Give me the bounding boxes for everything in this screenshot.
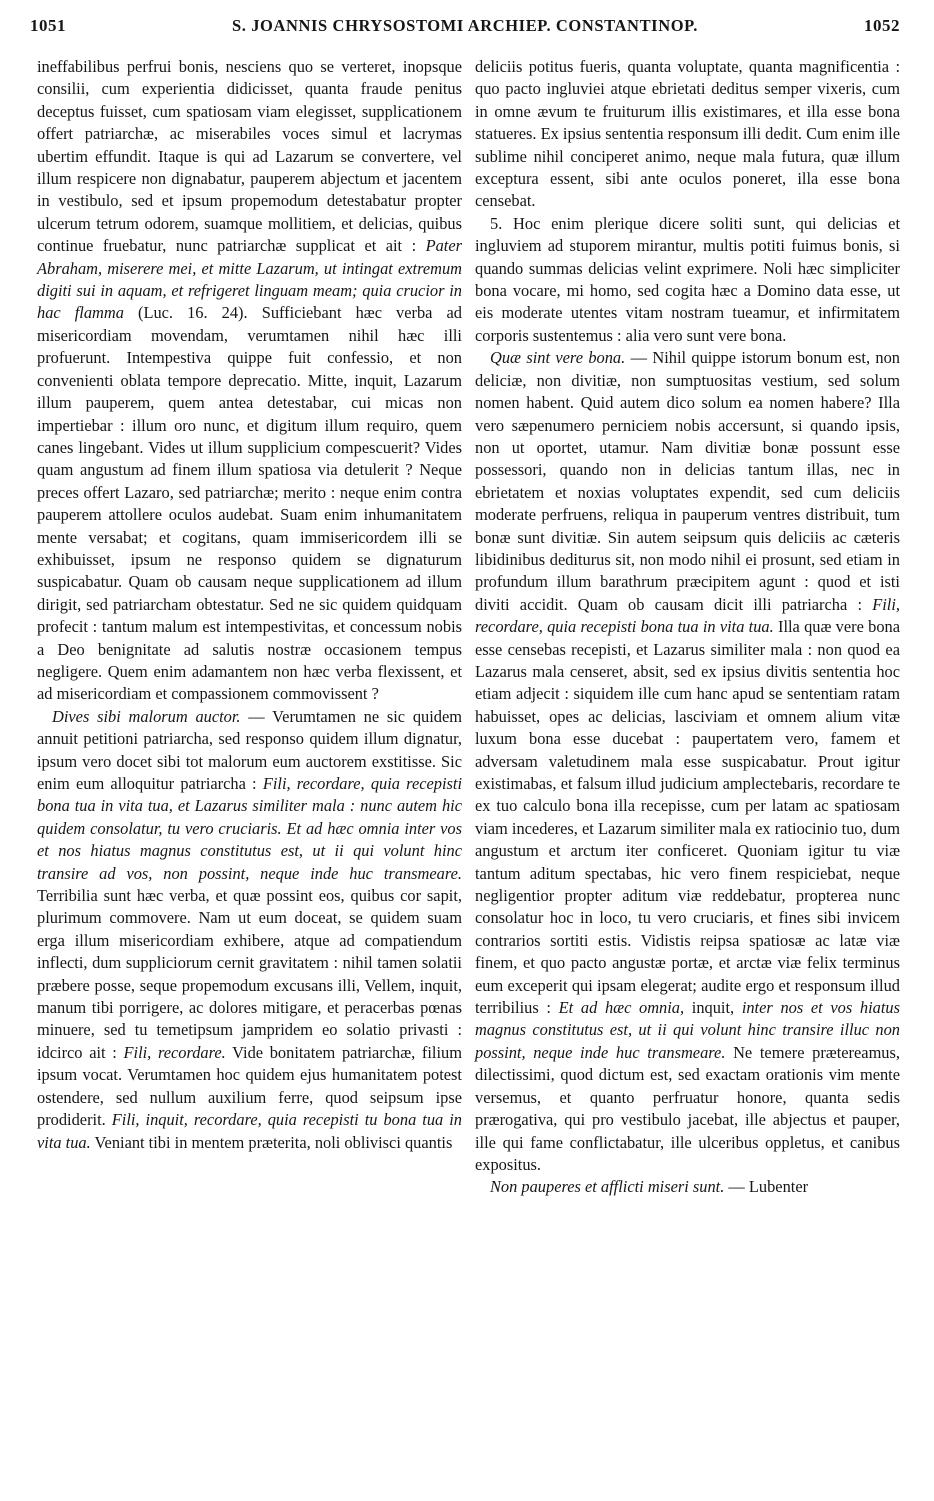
- scripture-quote: Fili, inquit, recordare, quia recepisti tu bona tua in vita tua.: [37, 1110, 462, 1152]
- running-title: S. JOANNIS CHRYSOSTOMI ARCHIEP. CONSTANTINOP.: [231, 16, 699, 35]
- paragraph: 5. Hoc enim plerique dicere soliti sunt, qui delicias et ingluviem ad stuporem mirantur, multis potiti fuimus bonis, si quando summas delicias velint exprimere. Noli hæc simpliciter bona vocare, mi homo, sed cogita hæc a Domino data esse, ut eis moderate utentes vitam nostram tueamur, et infirmitatem corporis sustentemus : alia vero sunt vere bona.: [475, 213, 900, 345]
- section-heading: Quæ sint vere bona.: [490, 348, 626, 368]
- scripture-quote: Fili, recordare.: [123, 1042, 226, 1062]
- paragraph: [475, 347, 900, 1176]
- paragraph: deliciis potitus fueris, quanta voluptate, quanta magnificentia : quo pacto ingluviei atque ebrietati deditus semper vixeris, cum in omne ævum te fruiturum illis existimares, et illa esse bona statueres. Ex ipsius sententia responsum illi dedit. Cum enim ille sublime nihil conciperet animo, neque mala futura, quæ illum exceptura essent, sibi ante oculos poneret, illa esse bona censebat.: [475, 57, 900, 211]
- text-run: — Verumtamen ne sic quidem annuit petitioni patriarcha, sed responso quidem illum dignatur, ipsum vero docet sibi tot malorum eum auctorem exstitisse. Sic enim eum alloquitur patriarcha :: [37, 706, 463, 793]
- text-run: Illa quæ vere bona esse censebas recepisti, et Lazarus similiter mala : non quod ea Lazarus mala censeret, absit, sed ex ipsius divitis sententia hoc etiam adjecit : siquidem ille cum hanc apud se sententiam ratam habuisset, opes ac delicias, lasciviam et omnem alium vitæ luxum bona esse ducebat : paupertatem vero, famem et adversam valetudinem mala esse suspicabatur. Prout igitur existimabas, et falsum illud judicium amplectebaris, recordare te ex tuo calculo bona illa recepisse, cum per latam ac spatiosam viam incederes, et Lazarum similiter mala ex ratiocinio tuo, dum angustum et arctum iter conficeret. Quoniam igitur tu viæ tantum aditum spectabas, hic vero finem respiciebat, neque negligentior propter aditum viæ reddebatur, propterea nunc consolatur hoc in loco, tu vero cruciaris, et fines sibi invicem contrarios sortiti estis. Vidistis reipsa spatiosæ ac latæ viæ finem, et quo pacto angustæ portæ, et arctæ viæ felix terminus eum exceperit qui ipsam elegerat; audite ergo et responsum illud terribilius :: [475, 617, 900, 1018]
- left-column: [37, 56, 462, 1154]
- text-run: inquit,: [684, 998, 742, 1018]
- scripture-reference: (Luc. 16. 24).: [123, 303, 262, 323]
- text-run: ineffabilibus perfrui bonis, nesciens quo se verteret, inopsque consilii, cum experientia didicisset, quanta fraude penitus deceptus fuisset, cum spatiosam viam elegisset, supplicationem offert patriarchæ, ac miserabiles voces simul et lacrymas ubertim effundit. Itaque is qui ad Lazarum se convertere, vel illum respicere non dignabatur, pauperem abjectum et jacentem in vestibulo, sed et ipsum propemodum detestabatur propter ulcerum tetrum odorem, suamque mollitiem, et delicias, quibus continue fruebatur, nunc patriarchæ supplicat et ait :: [37, 57, 462, 256]
- running-header: [30, 6, 900, 46]
- text-run: Terribilia sunt hæc verba, et quæ possint eos, quibus cor sapit, plurimum commovere. Nam ut eum doceat, se quidem suam erga illum misericordiam exhibere, atque ad compatiendum inflecti, dum suppliciorum cernit gravitatem : nihil tamen solatii præbere posse, seque propemodum excusans illi, Vellem, inquit, manum tibi porrigere, ac dolores mitigare, et peracerbas pœnas minuere, sed tu temetipsum jampridem eo solatio privasti : idcirco ait :: [37, 886, 462, 1062]
- scripture-quote: Fili, recordare, quia recepisti bona tua in vita tua, et Lazarus similiter mala : nunc autem hic quidem consolatur, tu vero cruciaris. Et ad hæc omnia inter vos et nos hiatus magnus constitutus est, ut ii qui volunt hinc transire ad vos, non possint, neque inde huc transmeare.: [37, 774, 463, 883]
- right-page-number: 1052: [864, 16, 900, 35]
- section-heading: Non pauperes et afflicti miseri sunt.: [490, 1177, 725, 1197]
- scripture-quote: Fili, recordare, quia recepisti bona tua in vita tua.: [475, 594, 900, 637]
- text-run: Veniant tibi in mentem præterita, noli oblivisci quantis: [90, 1132, 453, 1152]
- section-heading: Dives sibi malorum auctor.: [52, 706, 241, 726]
- text-run: Ne temere prætereamus, dilectissimi, quod dictum est, sed exactam orationis vim mente versemus, et quanto perfruatur honore, quanta sedis prærogativa, qui pro vestibulo jacebat, ille abjectus et pauper, ille qui fame conflictabatur, ille ulceribus oppletus, et canibus expositus.: [475, 1042, 900, 1174]
- paragraph: [37, 706, 462, 1154]
- right-column: [475, 56, 900, 1199]
- text-run: Sufficiebant hæc verba ad misericordiam movendam, verumtamen nihil hæc illi profuerunt. Intempestiva quippe fuit confessio, et non convenienti oblata tempore deprecatio. Mitte, inquit, Lazarum illum pauperem, quem antea detestabar, cui micas non impertiebar : illum oro nunc, et digitum illum requiro, quem canes lingebant. Vides ut illum supplicium compescuerit? Vides quam angustum ad finem illum spatiosa via detulerit ? Neque preces offert Lazaro, sed patriarchæ; merito : neque enim contra pauperem attollere oculos audebat. Suam enim inhumanitatem mente versabat; et cogitans, quam immisericordem illi se exhibuisset, ipsum ne responso quidem se dignaturum suspicabatur. Quam ob causam neque supplicationem ad illum dirigit, sed patriarcham obtestatur. Sed ne sic quidem quidquam profecit : tantum malum est intempestivitas, et concessum nobis a Deo benignitate ad salutis nostræ occasionem tempus negligere. Quem enim adamantem non hæc verba flexissent, et ad misericordiam et compassionem commovissent ?: [37, 303, 463, 704]
- text-run: — Nihil quippe istorum bonum est, non deliciæ, non divitiæ, non sumptuositas vestium, sed solum nomen habent. Quid autem dico solum ea nomen habere? Illa vero sæpenumero perniciem nobis accersunt, si quando ipsis, non ut oportet, utamur. Nam divitiæ bonæ possunt esse possessori, quando non in delicias tantum illas, nec in ebrietatem et noxias voluptates expendit, sed cum deliciis moderate perfruens, reliqua in pauperum ventres distribuit, tum bonæ sunt divitiæ. Sin autem seipsum quis deliciis ac cæteris libidinibus dediturus sit, non modo nihil ei prosunt, sed etiam in profundum illum barathrum præcipitem agunt : quod et isti diviti accidit. Quam ob causam dicit illi patriarcha :: [475, 348, 900, 614]
- text-run: — Lubenter: [724, 1177, 809, 1197]
- scripture-quote: inter nos et vos hiatus magnus constitutus est, ut ii qui volunt hinc transire illuc non possint, neque inde huc transmeare.: [475, 998, 900, 1062]
- scripture-quote: Pater Abraham, miserere mei, et mitte Lazarum, ut intingat extremum digiti sui in aquam, et refrigeret linguam meam; quia crucior in hac flamma: [37, 236, 462, 323]
- scripture-quote: Et ad hæc omnia,: [558, 998, 685, 1018]
- text-run: Vide bonitatem patriarchæ, filium ipsum vocat. Verumtamen hoc quidem ejus humanitatem potest ostendere, sed nullum auxilium ferre, quod seipsum ipse prodiderit.: [37, 1042, 462, 1130]
- paragraph: [475, 1176, 900, 1198]
- left-page-number: 1051: [30, 16, 66, 35]
- paragraph: [37, 56, 462, 706]
